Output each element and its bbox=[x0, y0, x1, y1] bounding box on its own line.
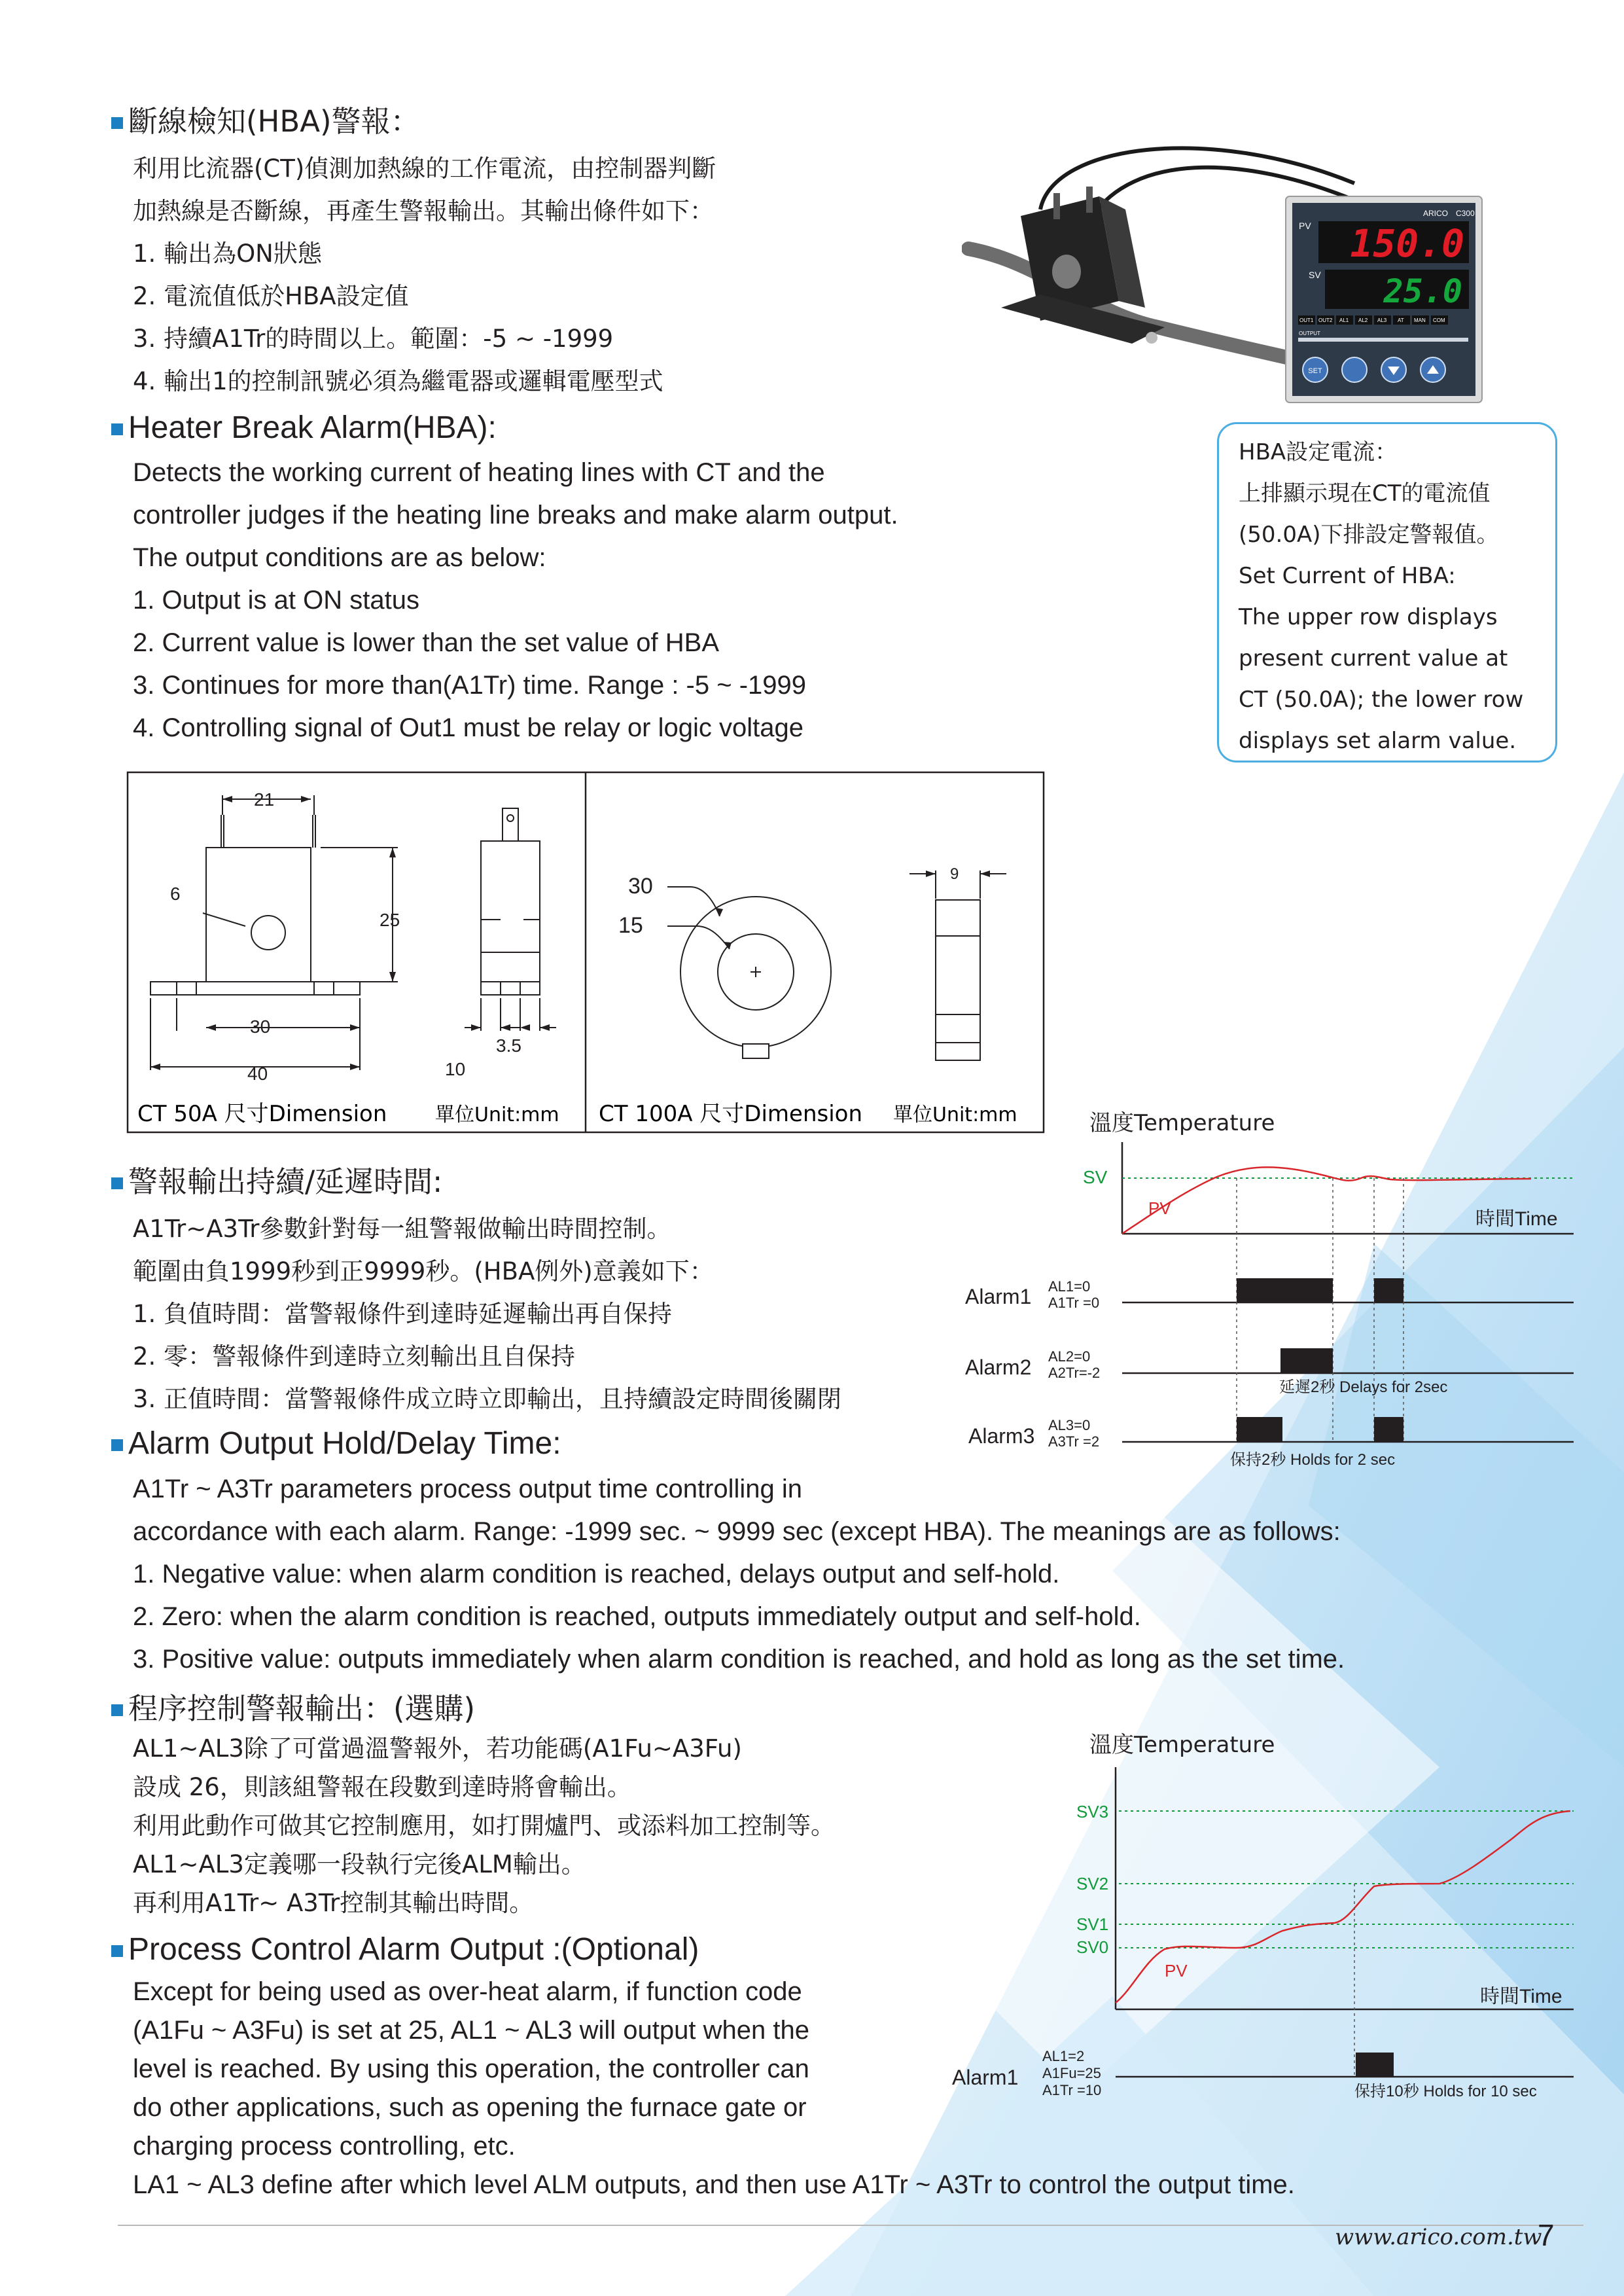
program-chart-ylabel: 溫度Temperature bbox=[1089, 1732, 1275, 1758]
dim-label: 6 bbox=[170, 884, 181, 904]
indicator-al1: AL1 bbox=[1339, 317, 1349, 323]
program-alarm-desc-zh bbox=[133, 1729, 835, 1922]
list-item: 1. Negative value: when alarm condition is reached, delays output and self-hold. bbox=[133, 1560, 1060, 1588]
bullet-square-icon bbox=[111, 1177, 123, 1189]
dim-label: 15 bbox=[618, 913, 643, 938]
timing-chart-ylabel: 溫度Temperature bbox=[1089, 1110, 1275, 1136]
sv1-label: SV1 bbox=[1076, 1914, 1109, 1934]
note-line: displays set alarm value. bbox=[1239, 728, 1517, 754]
program-alarm-title-zh bbox=[111, 1689, 475, 1729]
list-item: 2. Zero: when the alarm condition is reached, outputs immediately output and self-hold. bbox=[133, 1602, 1141, 1631]
dim-label: 21 bbox=[254, 789, 275, 810]
sv-label: SV bbox=[1309, 270, 1321, 280]
text-line: 利用此動作可做其它控制應用，如打開爐門、或添料加工控制等。 bbox=[133, 1812, 835, 1840]
pv-label: PV bbox=[1148, 1198, 1171, 1218]
footer-url: www.arico.com.tw bbox=[1335, 2224, 1542, 2250]
alarm3-param: A3Tr =2 bbox=[1048, 1433, 1100, 1450]
note-line: The upper row displays bbox=[1239, 604, 1498, 630]
note-line: 上排顯示現在CT的電流值 bbox=[1239, 480, 1491, 507]
alarm3-param: AL3=0 bbox=[1048, 1417, 1091, 1433]
ct50-caption: CT 50A 尺寸Dimension bbox=[137, 1101, 387, 1127]
text-line: A1Tr~A3Tr參數針對每一組警報做輸出時間控制。 bbox=[133, 1215, 671, 1243]
set-button-label: SET bbox=[1308, 367, 1322, 375]
text-line: Detects the working current of heating lines with CT and the bbox=[133, 458, 825, 487]
alarm1-pulse bbox=[1356, 2053, 1394, 2077]
list-item: 1. 負值時間：當警報條件到達時延遲輸出再自保持 bbox=[133, 1300, 673, 1328]
sv3-label: SV3 bbox=[1076, 1802, 1109, 1821]
hba-title-en bbox=[111, 408, 497, 448]
bullet-square-icon bbox=[111, 1704, 123, 1716]
alarm2-pulse bbox=[1280, 1348, 1333, 1373]
list-item: 1. 輸出為ON狀態 bbox=[133, 240, 322, 268]
text-line: LA1 ~ AL3 define after which level ALM outputs, and then use A1Tr ~ A3Tr to control the output time. bbox=[133, 2170, 1295, 2199]
alarm1-label: Alarm1 bbox=[965, 1285, 1032, 1308]
text-line: AL1~AL3定義哪一段執行完後ALM輸出。 bbox=[133, 1850, 586, 1878]
note-line: Set Current of HBA: bbox=[1239, 563, 1456, 589]
alarm1-param: AL1=2 bbox=[1042, 2048, 1085, 2064]
sv0-label: SV0 bbox=[1076, 1937, 1109, 1957]
alarm1-pulse bbox=[1237, 1278, 1333, 1302]
brand-label: ARICO bbox=[1423, 209, 1449, 218]
hba-title-zh-text: 斷線檢知(HBA)警報： bbox=[128, 104, 420, 139]
alarm2-note: 延遲2秒 Delays for 2sec bbox=[1279, 1378, 1448, 1396]
alarm3-pulse bbox=[1374, 1417, 1403, 1442]
ct100-caption: CT 100A 尺寸Dimension bbox=[599, 1101, 863, 1127]
hba-desc-en bbox=[133, 452, 898, 749]
alarm1-label: Alarm1 bbox=[952, 2066, 1019, 2089]
text-line: 加熱線是否斷線，再產生警報輸出。其輸出條件如下： bbox=[133, 197, 714, 225]
alarm2-param: A2Tr=-2 bbox=[1048, 1365, 1101, 1381]
text-line: controller judges if the heating line breaks and make alarm output. bbox=[133, 501, 898, 529]
model-label: C300 bbox=[1456, 209, 1475, 218]
dim-label: 25 bbox=[380, 910, 400, 930]
list-item: 1. Output is at ON status bbox=[133, 586, 419, 615]
indicator-al2: AL2 bbox=[1358, 317, 1368, 323]
ct100-unit: 單位Unit:mm bbox=[893, 1103, 1017, 1126]
ct50-unit: 單位Unit:mm bbox=[435, 1103, 559, 1126]
alarm1-pulse bbox=[1374, 1278, 1403, 1302]
program-chart-xlabel: 時間Time bbox=[1480, 1986, 1562, 2007]
list-item: 4. 輸出1的控制訊號必須為繼電器或邏輯電壓型式 bbox=[133, 367, 663, 395]
list-item: 2. Current value is lower than the set value of HBA bbox=[133, 628, 720, 657]
alarm1-note: 保持10秒 Holds for 10 sec bbox=[1354, 2083, 1537, 2100]
controller-c300 bbox=[1286, 196, 1482, 403]
hold-delay-desc-zh bbox=[133, 1208, 841, 1420]
dim-label: 30 bbox=[628, 874, 653, 899]
list-item: 2. 電流值低於HBA設定值 bbox=[133, 282, 409, 310]
text-line: Except for being used as over-heat alarm, if function code bbox=[133, 1977, 802, 2006]
text-line: charging process controlling, etc. bbox=[133, 2132, 516, 2161]
ct-controller-illustration bbox=[962, 131, 1485, 412]
indicator-out1: OUT1 bbox=[1299, 317, 1314, 323]
hold-delay-title-zh bbox=[111, 1162, 442, 1202]
alarm2-param: AL2=0 bbox=[1048, 1348, 1091, 1365]
dim-label: 9 bbox=[950, 865, 959, 883]
hold-delay-desc-en bbox=[133, 1468, 1345, 1681]
program-alarm-title-en bbox=[111, 1929, 699, 1970]
hold-delay-title-en bbox=[111, 1424, 561, 1464]
text-line: 再利用A1Tr~ A3Tr控制其輸出時間。 bbox=[133, 1889, 534, 1917]
alarm2-label: Alarm2 bbox=[965, 1355, 1032, 1379]
text-line: accordance with each alarm. Range: -1999 sec. ~ 9999 sec (except HBA). The meanings are as follows: bbox=[133, 1517, 1341, 1546]
list-item: 3. 持續A1Tr的時間以上。範圍：-5 ~ -1999 bbox=[133, 325, 614, 353]
text-line: level is reached. By using this operation, the controller can bbox=[133, 2054, 809, 2083]
pv-display: 150.0 bbox=[1350, 221, 1464, 266]
dim-label: 30 bbox=[250, 1016, 271, 1037]
alarm-timing-chart bbox=[955, 1100, 1583, 1479]
alarm1-param: A1Tr =10 bbox=[1042, 2082, 1102, 2098]
text-line: The output conditions are as below: bbox=[133, 543, 546, 572]
text-line: AL1~AL3除了可當過溫警報外，若功能碼(A1Fu~A3Fu) bbox=[133, 1734, 742, 1763]
text-line: 設成 26，則該組警報在段數到達時將會輸出。 bbox=[133, 1773, 631, 1801]
list-item: 3. 正值時間：當警報條件成立時立即輸出，且持續設定時間後關閉 bbox=[133, 1385, 842, 1413]
alarm3-pulse bbox=[1237, 1417, 1282, 1442]
hba-title-zh bbox=[111, 101, 420, 142]
note-line: HBA設定電流： bbox=[1239, 439, 1398, 465]
alarm1-param: AL1=0 bbox=[1048, 1278, 1091, 1295]
pv-label: PV bbox=[1299, 221, 1311, 231]
indicator-out2: OUT2 bbox=[1318, 317, 1333, 323]
text-line: (A1Fu ~ A3Fu) is set at 25, AL1 ~ AL3 will output when the bbox=[133, 2016, 809, 2045]
hba-title-en-text: Heater Break Alarm(HBA): bbox=[128, 410, 497, 445]
bullet-square-icon bbox=[111, 1439, 123, 1451]
indicator-com: COM bbox=[1433, 317, 1445, 323]
indicator-al3: AL3 bbox=[1377, 317, 1387, 323]
sv-display: 25.0 bbox=[1383, 272, 1462, 310]
list-item: 4. Controlling signal of Out1 must be relay or logic voltage bbox=[133, 713, 803, 742]
bullet-square-icon bbox=[111, 423, 123, 435]
text-line: do other applications, such as opening the furnace gate or bbox=[133, 2093, 807, 2122]
bullet-square-icon bbox=[111, 117, 123, 129]
list-item: 3. Continues for more than(A1Tr) time. Range : -5 ~ -1999 bbox=[133, 671, 807, 700]
hold-delay-title-zh-text: 警報輸出持續/延遲時間: bbox=[128, 1164, 443, 1199]
pv-label: PV bbox=[1165, 1961, 1188, 1981]
text-line: 利用比流器(CT)偵測加熱線的工作電流，由控制器判斷 bbox=[133, 154, 716, 183]
shift-button-icon bbox=[1342, 357, 1367, 382]
list-item: 2. 零：警報條件到達時立刻輸出且自保持 bbox=[133, 1342, 576, 1371]
dim-label: 10 bbox=[445, 1059, 466, 1079]
sv2-label: SV2 bbox=[1076, 1874, 1109, 1893]
alarm1-param: A1Tr =0 bbox=[1048, 1295, 1100, 1311]
note-line: CT (50.0A); the lower row bbox=[1239, 687, 1524, 713]
indicator-at: AT bbox=[1398, 317, 1404, 323]
note-line: (50.0A)下排設定警報值。 bbox=[1239, 522, 1499, 548]
alarm1-param: A1Fu=25 bbox=[1042, 2065, 1101, 2081]
list-item: 3. Positive value: outputs immediately when alarm condition is reached, and hold as long as the set time. bbox=[133, 1645, 1345, 1674]
indicator-man: MAN bbox=[1414, 317, 1426, 323]
program-alarm-chart bbox=[942, 1715, 1590, 2121]
output-label: OUTPUT bbox=[1299, 331, 1320, 336]
hold-delay-title-en-text: Alarm Output Hold/Delay Time: bbox=[128, 1426, 561, 1461]
alarm3-note: 保持2秒 Holds for 2 sec bbox=[1230, 1451, 1396, 1469]
alarm3-label: Alarm3 bbox=[968, 1424, 1035, 1448]
dim-label: 40 bbox=[247, 1064, 268, 1084]
bullet-square-icon bbox=[111, 1945, 123, 1957]
timing-chart-xlabel: 時間Time bbox=[1475, 1208, 1558, 1230]
hba-note-box bbox=[1217, 422, 1557, 762]
page-number: 7 bbox=[1538, 2218, 1555, 2252]
sv-label: SV bbox=[1083, 1167, 1108, 1187]
ct-dimension-drawings bbox=[124, 769, 1047, 1136]
program-alarm-title-zh-text: 程序控制警報輸出：(選購) bbox=[128, 1691, 476, 1726]
hba-desc-zh bbox=[133, 147, 716, 403]
text-line: 範圍由負1999秒到正9999秒。(HBA例外)意義如下： bbox=[133, 1257, 714, 1285]
pv-curve bbox=[1122, 1167, 1531, 1234]
note-line: present current value at bbox=[1239, 645, 1508, 672]
dim-label: 3.5 bbox=[496, 1035, 521, 1056]
program-alarm-title-en-text: Process Control Alarm Output :(Optional) bbox=[128, 1932, 699, 1967]
text-line: A1Tr ~ A3Tr parameters process output time controlling in bbox=[133, 1475, 803, 1503]
